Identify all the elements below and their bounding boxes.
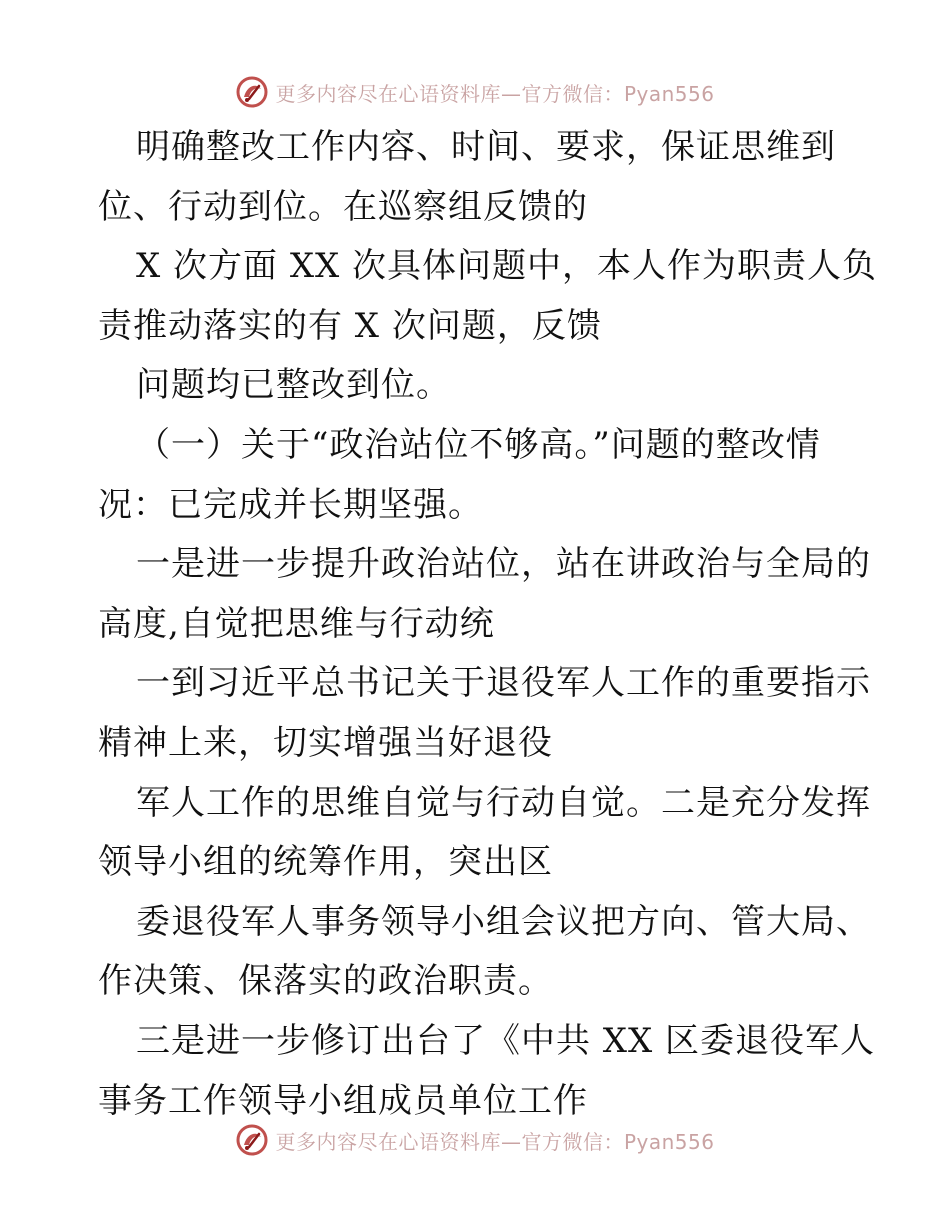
- text-line: 一是进一步提升政治站位，站在讲政治与全局的: [136, 544, 871, 585]
- red-swirl-logo-icon: [235, 75, 269, 109]
- text-line: 委退役军人事务领导小组会议把方向、管大局、: [136, 901, 871, 942]
- text-line: 精神上来，切实增强当好退役: [98, 722, 553, 763]
- text-line: 领导小组的统筹作用，突出区: [98, 842, 553, 883]
- watermark-text: 更多内容尽在心语资料库—官方微信：Pyan556: [275, 81, 715, 106]
- header-watermark: [0, 72, 950, 112]
- text-line: 一到习近平总书记关于退役军人工作的重要指示: [136, 663, 871, 704]
- document-body: [98, 118, 878, 1131]
- text-line: 问题均已整改到位。: [136, 365, 451, 406]
- text-line: 军人工作的思维自觉与行动自觉。二是充分发挥: [136, 782, 871, 823]
- text-line: 位、行动到位。在巡察组反馈的: [98, 186, 588, 227]
- text-line: X 次方面 XX 次具体问题中，本人作为职责人负: [136, 246, 878, 287]
- text-line: （一）关于“政治站位不够高。”问题的整改情: [136, 424, 821, 465]
- text-line: 三是进一步修订出台了《中共 XX 区委退役军人: [136, 1020, 876, 1061]
- text-line: 况：已完成并长期坚强。: [98, 484, 483, 525]
- text-line: 高度,自觉把思维与行动统: [98, 603, 495, 644]
- watermark-text: 更多内容尽在心语资料库—官方微信：Pyan556: [275, 1129, 715, 1154]
- red-swirl-logo-icon: [235, 1123, 269, 1157]
- footer-watermark: [0, 1120, 950, 1160]
- text-line: 事务工作领导小组成员单位工作: [98, 1080, 588, 1121]
- text-line: 责推动落实的有 X 次问题，反馈: [98, 305, 602, 346]
- text-line: 明确整改工作内容、时间、要求，保证思维到: [136, 127, 836, 167]
- text-line: 作决策、保落实的政治职责。: [98, 961, 553, 1002]
